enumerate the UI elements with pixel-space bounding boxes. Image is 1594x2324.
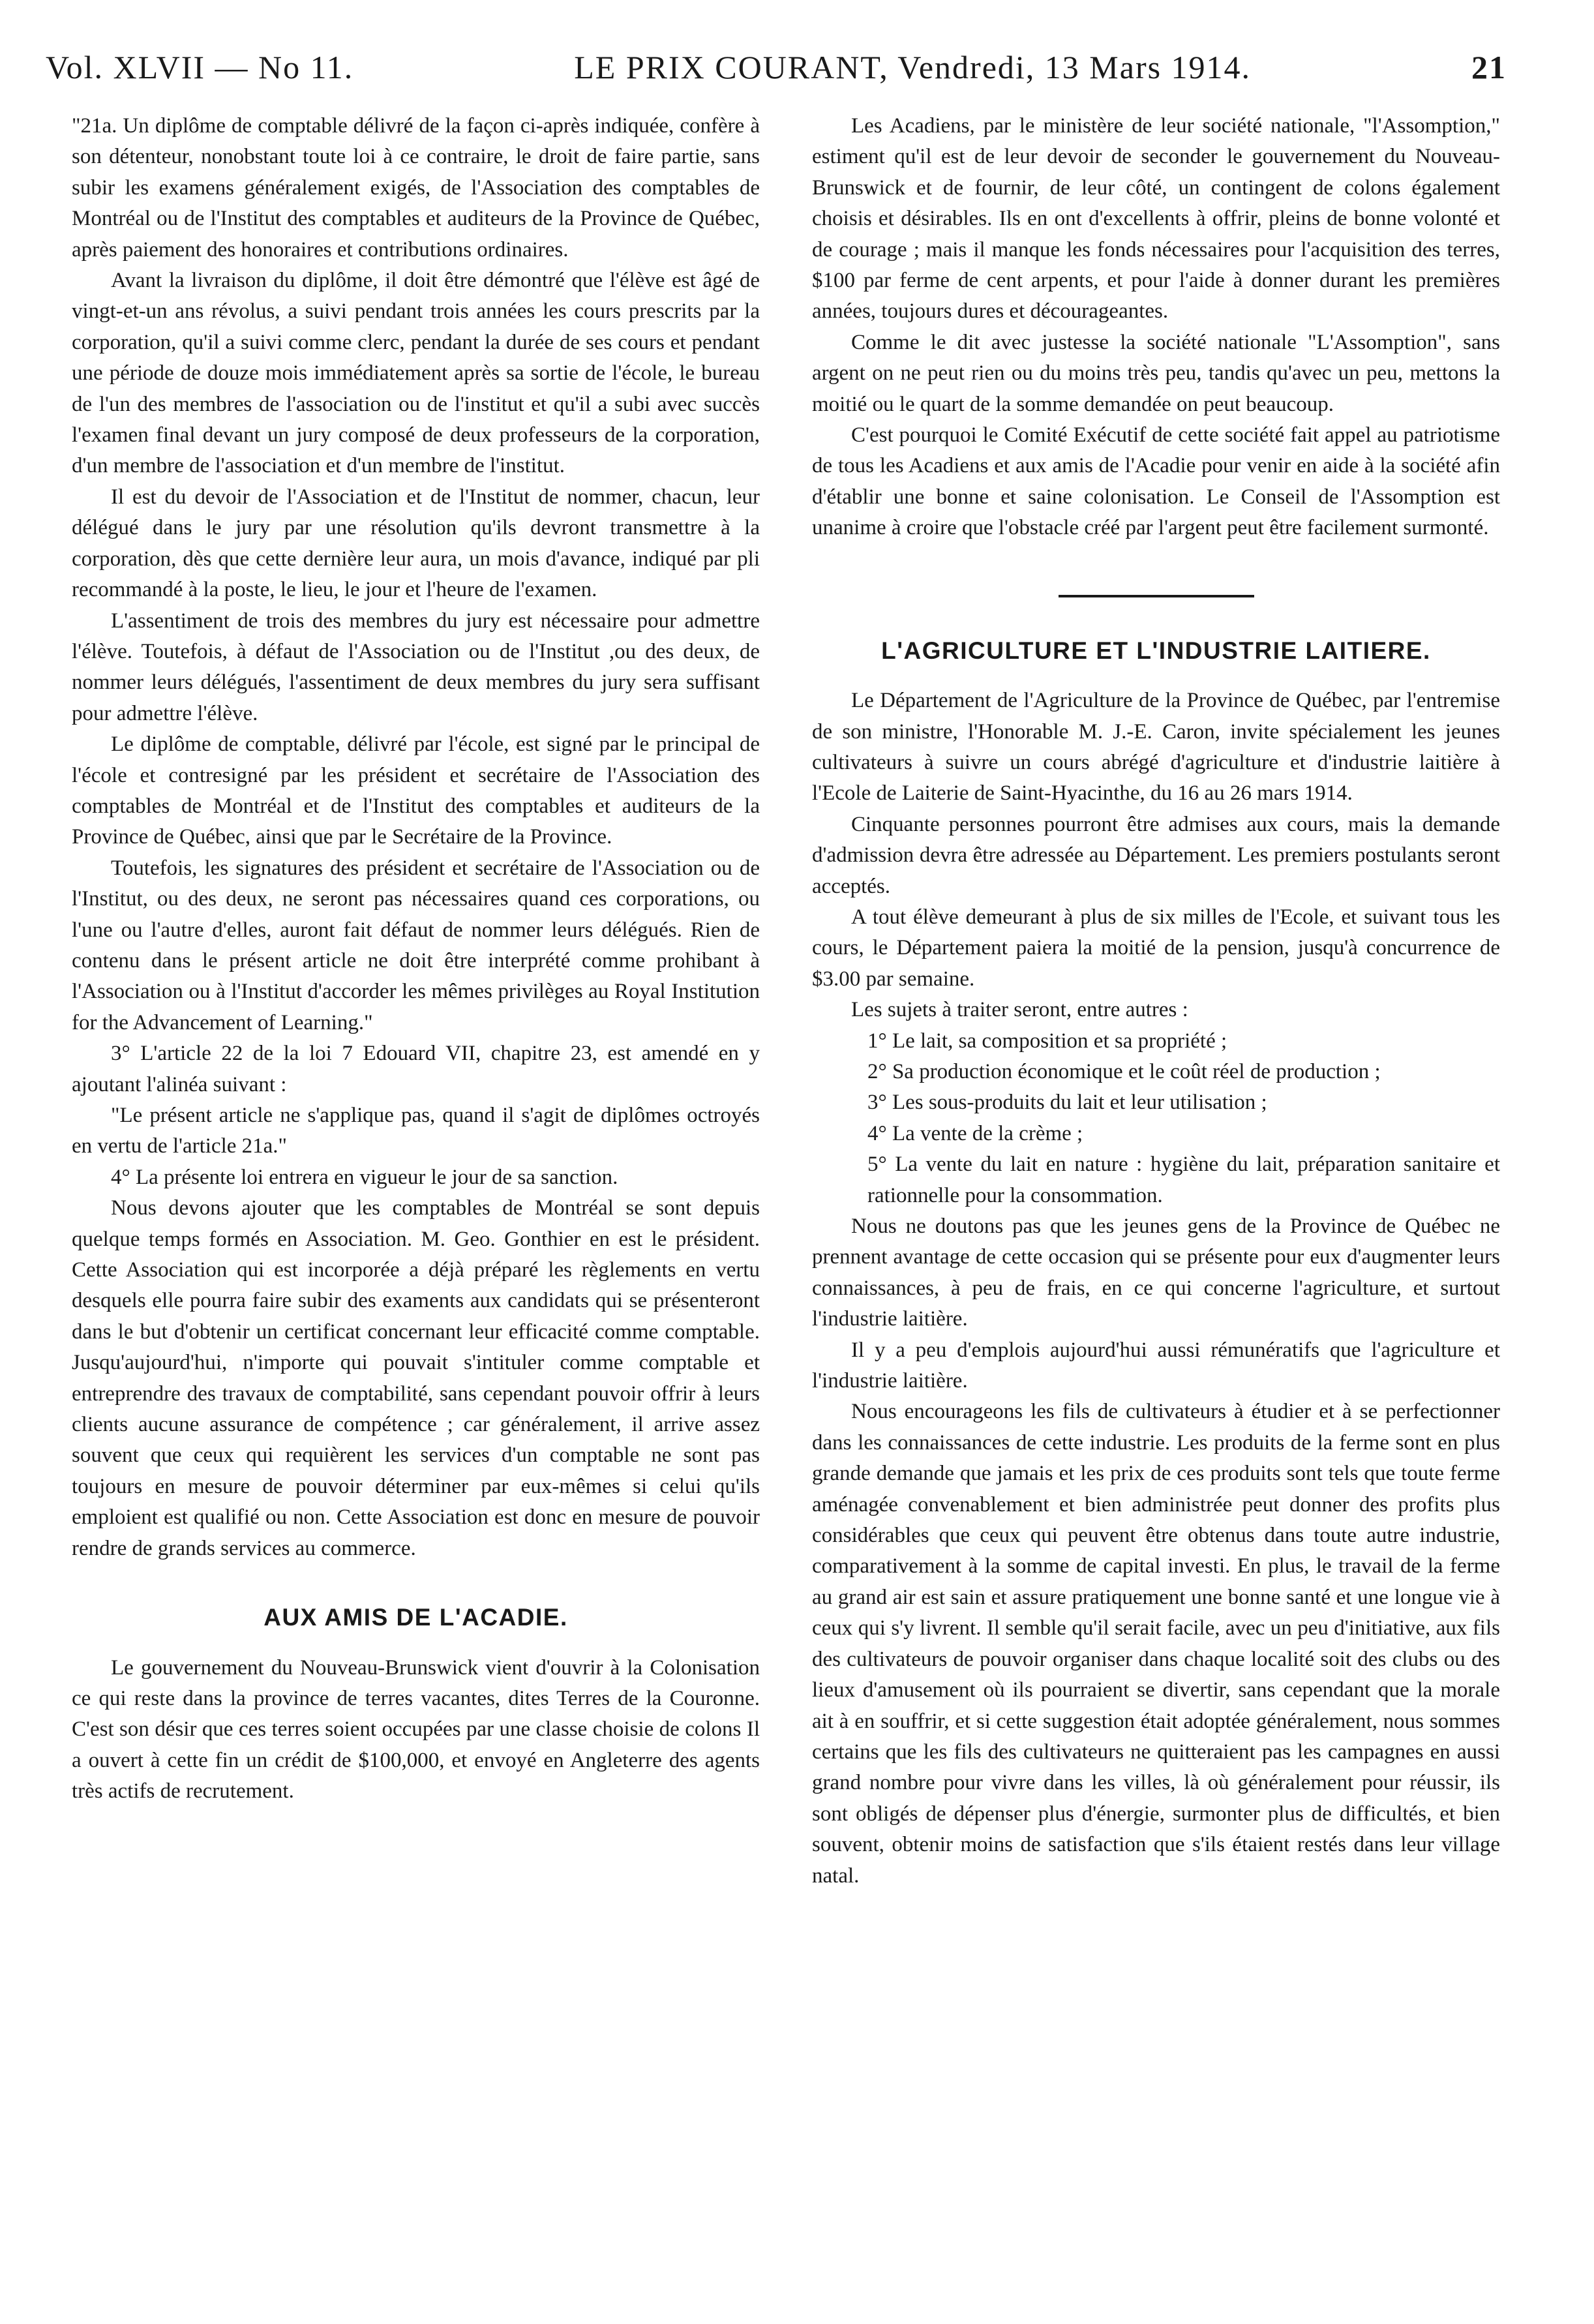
agriculture-paragraph: Nous encourageons les fils de cultivateurs à étudier et à se perfectionner dans les connaissances de cette industrie. Les produits de la ferme sont en plus grande demande que jamais et les prix de ces produits sont tels que toute ferme aménagée convenablement et bien administrée peut donner des profits plus considérables que ceux qui peuvent être obtenus dans toute autre industrie, comparativement à la somme de capital investi. En plus, le travail de la ferme au grand air est sain et assure pratiquement une bonne santé et une longue vie à ceux qui s'y livrent. Il semble qu'il serait facile, avec un peu d'initiative, aux fils des cultivateurs de pouvoir organiser dans chaque localité soit des clubs ou des lieux d'amusement où ils pourraient se divertir, sans cependant que la morale ait à en souffrir, et si cette suggestion était adoptée généralement, nous sommes certains que les fils des cultivateurs ne quitteraient pas les campagnes en aussi grand nombre pour vivre dans les villes, là où généralement pour réussir, ils sont obligés de dépenser plus d'énergie, surmonter plus de difficultés, et bien souvent, obtenir moins de satisfaction que s'ils étaient restés dans leur village natal. [812,1400,1500,1888]
spacer [812,666,1500,686]
acadie-paragraph: Le gouvernement du Nouveau-Brunswick vient d'ouvrir à la Colonisation ce qui reste dans la province de terres vacantes, dites Terres de la Couronne. C'est son désir que ces terres soient occupées par une classe choisie de colons Il a ouvert à cette fin un crédit de $100,000, et envoyé en Angleterre des agents très actifs de recrutement. [72,1655,760,1803]
article-paragraph: 3° L'article 22 de la loi 7 Edouard VII, chapitre 23, est amendé en y ajoutant l'alinéa suivant : [72,1042,760,1096]
article-paragraph: "Le présent article ne s'applique pas, quand il s'agit de diplômes octroyés en vertu de l'article 21a." [72,1104,760,1158]
acadie-paragraph: C'est pourquoi le Comité Exécutif de cette société fait appel au patriotisme de tous les Acadiens et aux amis de l'Acadie pour venir en aide à la société afin d'établir une bonne et saine colonisation. Le Conseil de l'Assomption est unanime à croire que l'obstacle créé par l'argent peut être facilement surmonté. [812,423,1500,540]
publication-title: LE PRIX COURANT, Vendredi, 13 Mars 1914. [574,49,1252,85]
article-paragraph: 4° La présente loi entrera en vigueur le jour de sa sanction. [111,1165,618,1189]
article-paragraph: Avant la livraison du diplôme, il doit être démontré que l'élève est âgé de vingt-et-un ans révolus, a suivi pendant trois années les cours prescrits par la corporation, qu'il a suivi comme clerc, pendant la durée de ses cours et pendant une période de douze mois immédiatement après sa sortie de l'école, le bureau de l'un des membres de l'association ou de l'institut et qu'il a subi avec succès l'examen final devant un jury composé de deux professeurs de la corporation, d'un membre de l'association et d'un membre de l'institut. [72,269,760,478]
agriculture-paragraph: A tout élève demeurant à plus de six milles de l'Ecole, et suivant tous les cours, le Département paiera la moitié de la pension, jusqu'à concurrence de $3.00 par semaine. [812,905,1500,991]
page-header [46,38,1507,97]
subject-item: 5° La vente du lait en nature : hygiène du lait, préparation sanitaire et rationnelle pour la consommation. [867,1153,1500,1207]
spacer [812,597,1500,635]
agriculture-paragraph: Le Département de l'Agriculture de la Province de Québec, par l'entremise de son ministre, l'Honorable M. J.-E. Caron, invite spécialement les jeunes cultivateurs à suivre un cours abrégé d'agriculture et d'industrie laitière à l'Ecole de Laiterie de Saint-Hyacinthe, du 16 au 26 mars 1914. [812,689,1500,806]
spacer [72,1633,760,1653]
volume-number: Vol. XLVII — No 11. [46,49,354,85]
page-number: 21 [1471,49,1507,85]
subject-item: 4° La vente de la crème ; [867,1121,1083,1145]
acadie-paragraph: Comme le dit avec justesse la société nationale "L'Assomption", sans argent on ne peut rien ou du moins très peu, tandis qu'avec un peu, mettons la moitié ou le quart de la somme demandée on peut beaucoup. [812,330,1500,416]
acadie-heading: AUX AMIS DE L'ACADIE. [263,1604,568,1631]
article-paragraph: Le diplôme de comptable, délivré par l'école, est signé par le principal de l'école et contresigné par les président et secrétaire de l'Association des comptables de Montréal et de l'Institut des comptables et auditeurs de la Province de Québec, ainsi que par le Secrétaire de la Province. [72,732,760,849]
agriculture-heading: L'AGRICULTURE ET L'INDUSTRIE LAITIERE. [881,637,1431,664]
agriculture-paragraph: Il y a peu d'emplois aujourd'hui aussi rémunératifs que l'agriculture et l'industrie laitière. [812,1338,1500,1393]
article-paragraph: Nous devons ajouter que les comptables de Montréal se sont depuis quelque temps formés en Association. M. Geo. Gonthier en est le président. Cette Association qui est incorporée a déjà préparé les règlements en vertu desquels elle pourra faire subir des examents aux candidats qui se présenteront dans le but d'obtenir un certificat concernant leur efficacité comme comptable. Jusqu'aujourd'hui, n'importe qui pouvait s'intituler comme comptable et entreprendre des travaux de comptabilité, sans cependant pouvoir offrir à leurs clients aucune assurance de compétence ; car généralement, il arrive assez souvent que ceux qui requièrent les services d'un comptable ne sont pas toujours en mesure de pouvoir déterminer par eux-mêmes si celui qu'ils emploient est qualifié ou non. Cette Association est donc en mesure de pouvoir rendre de grands services au commerce. [72,1196,760,1560]
left-column [72,111,760,1807]
acadie-paragraph: Les Acadiens, par le ministère de leur société nationale, "l'Assomption," estiment qu'il est de leur devoir de seconder le gouvernement du Nouveau-Brunswick et de fournir, de leur côté, un contingent de colons également choisis et désirables. Ils en ont d'excellents à offrir, pleins de bonne volonté et de courage ; mais il manque les fonds nécessaires pour l'acquisition des terres, $100 par ferme de cent arpents, et pour l'aide à donner durant les premières années, toujours dures et décourageantes. [812,114,1500,324]
right-column [812,111,1500,1892]
spacer [72,1564,760,1602]
subject-item: 1° Le lait, sa composition et sa propriété ; [867,1029,1227,1053]
article-paragraph: L'assentiment de trois des membres du jury est nécessaire pour admettre l'élève. Toutefois, à défaut de l'Association ou de l'Institut ,ou des deux, de nommer leurs délégués, l'assentiment de deux membres du jury sera suffisant pour admettre l'élève. [72,609,760,725]
article-paragraph: Il est du devoir de l'Association et de l'Institut de nommer, chacun, leur délégué dans le jury par une résolution qu'ils devront transmettre à la corporation, dès que cette dernière leur aura, un mois d'avance, indiqué par pli recommandé à la poste, le lieu, le jour et l'heure de l'examen. [72,485,760,602]
subject-item: 3° Les sous-produits du lait et leur utilisation ; [867,1091,1267,1115]
spacer [812,544,1500,595]
agriculture-paragraph: Cinquante personnes pourront être admises aux cours, mais la demande d'admission devra être adressée au Département. Les premiers postulants seront acceptés. [812,812,1500,898]
article-paragraph: "21a. Un diplôme de comptable délivré de la façon ci-après indiquée, confère à son détenteur, nonobstant toute loi à ce contraire, le droit de faire partie, sans subir les examens généralement exigés, de l'Association des comptables de Montréal ou de l'Institut des comptables et auditeurs de la Province de Québec, après paiement des honoraires et contributions ordinaires. [72,114,760,262]
subject-item: 2° Sa production économique et le coût réel de production ; [867,1059,1381,1083]
agriculture-paragraph: Nous ne doutons pas que les jeunes gens de la Province de Québec ne prennent avantage de cette occasion qui se présente pour eux d'augmenter leurs connaissances, à peu de frais, en ce qui concerne l'agriculture, et surtout l'industrie laitière. [812,1215,1500,1331]
agriculture-paragraph: Les sujets à traiter seront, entre autres : [851,998,1188,1022]
article-paragraph: Toutefois, les signatures des président et secrétaire de l'Association ou de l'Institut, ou des deux, ne seront pas nécessaires quand ces corporations, ou l'une ou l'autre d'elles, auront fait défaut de nommer leurs délégués. Rien de contenu dans le présent article ne doit être interprété comme prohibant à l'Association ou à l'Institut d'accorder les mêmes privilèges au Royal Institution for the Advancement of Learning." [72,856,760,1034]
